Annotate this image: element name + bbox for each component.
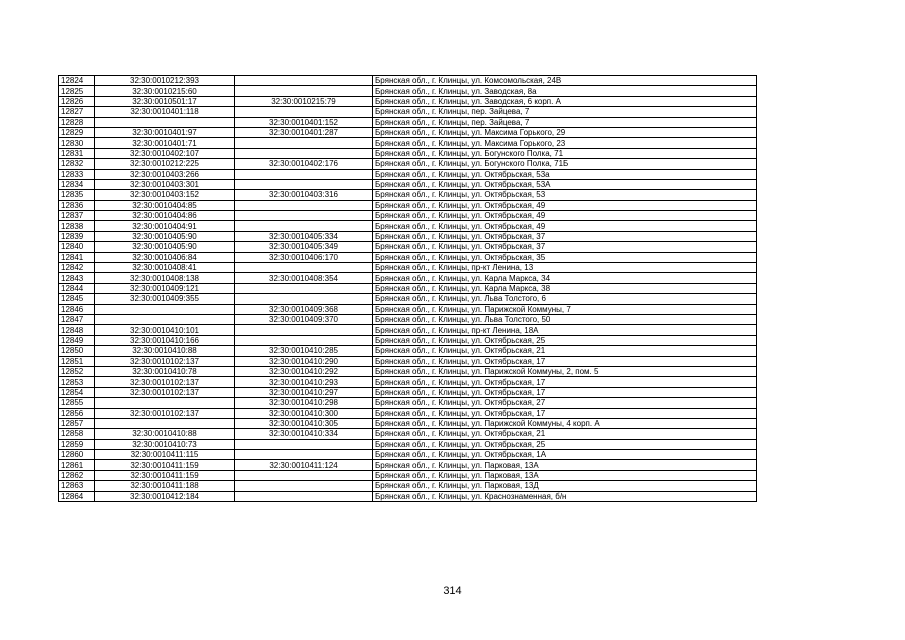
address-cell: Брянская обл., г. Клинцы, ул. Октябрьская, 53А	[373, 179, 757, 189]
table-row	[59, 377, 757, 387]
row-number-cell: 12830	[59, 138, 95, 148]
table-row	[59, 439, 757, 449]
address-cell: Брянская обл., г. Клинцы, ул. Октябрьская, 37	[373, 242, 757, 252]
address-cell: Брянская обл., г. Клинцы, ул. Октябрьская, 49	[373, 221, 757, 231]
table-row	[59, 481, 757, 491]
cadastral-number-cell: 32:30:0010403:301	[95, 179, 235, 189]
table-row	[59, 335, 757, 345]
document-page	[58, 75, 757, 502]
address-cell: Брянская обл., г. Клинцы, ул. Октябрьская, 21	[373, 429, 757, 439]
table-row	[59, 148, 757, 158]
table-row	[59, 221, 757, 231]
row-number-cell: 12857	[59, 418, 95, 428]
cadastral-number-cell: 32:30:0010410:101	[95, 325, 235, 335]
table-row	[59, 242, 757, 252]
row-number-cell: 12864	[59, 491, 95, 501]
cadastral-number-cell: 32:30:0010405:90	[95, 242, 235, 252]
row-number-cell: 12853	[59, 377, 95, 387]
row-number-cell: 12846	[59, 304, 95, 314]
row-number-cell: 12834	[59, 179, 95, 189]
address-cell: Брянская обл., г. Клинцы, ул. Льва Толстого, 50	[373, 314, 757, 324]
related-cadastral-number-cell: 32:30:0010410:290	[235, 356, 373, 366]
row-number-cell: 12836	[59, 200, 95, 210]
related-cadastral-number-cell	[235, 481, 373, 491]
table-row	[59, 231, 757, 241]
address-cell: Брянская обл., г. Клинцы, ул. Парковая, 13Д	[373, 481, 757, 491]
table-row	[59, 470, 757, 480]
row-number-cell: 12852	[59, 366, 95, 376]
row-number-cell: 12851	[59, 356, 95, 366]
table-row	[59, 159, 757, 169]
related-cadastral-number-cell	[235, 335, 373, 345]
register-table-body	[59, 76, 757, 502]
row-number-cell: 12827	[59, 107, 95, 117]
table-row	[59, 283, 757, 293]
related-cadastral-number-cell: 32:30:0010410:305	[235, 418, 373, 428]
related-cadastral-number-cell: 32:30:0010410:292	[235, 366, 373, 376]
row-number-cell: 12838	[59, 221, 95, 231]
related-cadastral-number-cell	[235, 325, 373, 335]
table-row	[59, 418, 757, 428]
table-row	[59, 76, 757, 86]
address-cell: Брянская обл., г. Клинцы, пр-кт Ленина, 18А	[373, 325, 757, 335]
cadastral-number-cell: 32:30:0010412:184	[95, 491, 235, 501]
cadastral-number-cell	[95, 418, 235, 428]
related-cadastral-number-cell	[235, 138, 373, 148]
row-number-cell: 12826	[59, 96, 95, 106]
address-cell: Брянская обл., г. Клинцы, ул. Богунского Полка, 71	[373, 148, 757, 158]
cadastral-number-cell: 32:30:0010410:73	[95, 439, 235, 449]
row-number-cell: 12856	[59, 408, 95, 418]
cadastral-number-cell: 32:30:0010404:86	[95, 211, 235, 221]
related-cadastral-number-cell: 32:30:0010410:298	[235, 398, 373, 408]
table-row	[59, 138, 757, 148]
row-number-cell: 12833	[59, 169, 95, 179]
address-cell: Брянская обл., г. Клинцы, ул. Октябрьская, 17	[373, 356, 757, 366]
table-row	[59, 491, 757, 501]
row-number-cell: 12841	[59, 252, 95, 262]
related-cadastral-number-cell	[235, 263, 373, 273]
row-number-cell: 12828	[59, 117, 95, 127]
table-row	[59, 96, 757, 106]
cadastral-number-cell: 32:30:0010410:88	[95, 429, 235, 439]
cadastral-number-cell: 32:30:0010411:159	[95, 460, 235, 470]
address-cell: Брянская обл., г. Клинцы, ул. Октябрьская, 25	[373, 439, 757, 449]
related-cadastral-number-cell	[235, 294, 373, 304]
row-number-cell: 12829	[59, 127, 95, 137]
cadastral-number-cell: 32:30:0010403:266	[95, 169, 235, 179]
cadastral-number-cell: 32:30:0010408:138	[95, 273, 235, 283]
cadastral-number-cell: 32:30:0010102:137	[95, 356, 235, 366]
cadastral-number-cell: 32:30:0010215:60	[95, 86, 235, 96]
table-row	[59, 325, 757, 335]
related-cadastral-number-cell	[235, 491, 373, 501]
related-cadastral-number-cell	[235, 107, 373, 117]
related-cadastral-number-cell: 32:30:0010405:349	[235, 242, 373, 252]
related-cadastral-number-cell	[235, 283, 373, 293]
address-cell: Брянская обл., г. Клинцы, ул. Октябрьская, 53	[373, 190, 757, 200]
address-cell: Брянская обл., г. Клинцы, ул. Октябрьская, 25	[373, 335, 757, 345]
related-cadastral-number-cell: 32:30:0010410:293	[235, 377, 373, 387]
address-cell: Брянская обл., г. Клинцы, ул. Октябрьская, 17	[373, 377, 757, 387]
related-cadastral-number-cell: 32:30:0010409:368	[235, 304, 373, 314]
cadastral-number-cell: 32:30:0010102:137	[95, 408, 235, 418]
table-row	[59, 86, 757, 96]
table-row	[59, 263, 757, 273]
table-row	[59, 252, 757, 262]
address-cell: Брянская обл., г. Клинцы, ул. Парижской Коммуны, 2, пом. 5	[373, 366, 757, 376]
address-cell: Брянская обл., г. Клинцы, ул. Карла Маркса, 38	[373, 283, 757, 293]
table-row	[59, 450, 757, 460]
cadastral-number-cell	[95, 398, 235, 408]
row-number-cell: 12840	[59, 242, 95, 252]
related-cadastral-number-cell	[235, 200, 373, 210]
cadastral-number-cell: 32:30:0010401:97	[95, 127, 235, 137]
cadastral-number-cell: 32:30:0010402:107	[95, 148, 235, 158]
address-cell: Брянская обл., г. Клинцы, ул. Богунского Полка, 71Б	[373, 159, 757, 169]
table-row	[59, 273, 757, 283]
row-number-cell: 12859	[59, 439, 95, 449]
table-row	[59, 460, 757, 470]
related-cadastral-number-cell: 32:30:0010408:354	[235, 273, 373, 283]
address-cell: Брянская обл., г. Клинцы, ул. Парковая, 13А	[373, 460, 757, 470]
related-cadastral-number-cell	[235, 470, 373, 480]
table-row	[59, 200, 757, 210]
row-number-cell: 12863	[59, 481, 95, 491]
address-cell: Брянская обл., г. Клинцы, пер. Зайцева, 7	[373, 107, 757, 117]
cadastral-number-cell: 32:30:0010411:115	[95, 450, 235, 460]
row-number-cell: 12860	[59, 450, 95, 460]
row-number-cell: 12861	[59, 460, 95, 470]
address-cell: Брянская обл., г. Клинцы, ул. Карла Маркса, 34	[373, 273, 757, 283]
related-cadastral-number-cell: 32:30:0010401:152	[235, 117, 373, 127]
table-row	[59, 211, 757, 221]
row-number-cell: 12862	[59, 470, 95, 480]
cadastral-number-cell: 32:30:0010411:188	[95, 481, 235, 491]
related-cadastral-number-cell: 32:30:0010410:300	[235, 408, 373, 418]
table-row	[59, 314, 757, 324]
cadastral-number-cell: 32:30:0010212:393	[95, 76, 235, 86]
related-cadastral-number-cell	[235, 211, 373, 221]
row-number-cell: 12839	[59, 231, 95, 241]
row-number-cell: 12831	[59, 148, 95, 158]
address-cell: Брянская обл., г. Клинцы, ул. Краснознаменная, б/н	[373, 491, 757, 501]
cadastral-number-cell: 32:30:0010409:121	[95, 283, 235, 293]
address-cell: Брянская обл., г. Клинцы, ул. Парижской Коммуны, 4 корп. А	[373, 418, 757, 428]
related-cadastral-number-cell: 32:30:0010410:285	[235, 346, 373, 356]
address-cell: Брянская обл., г. Клинцы, пер. Зайцева, 7	[373, 117, 757, 127]
related-cadastral-number-cell: 32:30:0010403:316	[235, 190, 373, 200]
row-number-cell: 12855	[59, 398, 95, 408]
address-cell: Брянская обл., г. Клинцы, ул. Льва Толстого, 6	[373, 294, 757, 304]
address-cell: Брянская обл., г. Клинцы, ул. Комсомольская, 24В	[373, 76, 757, 86]
table-row	[59, 190, 757, 200]
cadastral-number-cell: 32:30:0010410:88	[95, 346, 235, 356]
related-cadastral-number-cell: 32:30:0010402:176	[235, 159, 373, 169]
related-cadastral-number-cell	[235, 169, 373, 179]
row-number-cell: 12842	[59, 263, 95, 273]
related-cadastral-number-cell: 32:30:0010215:79	[235, 96, 373, 106]
cadastral-number-cell: 32:30:0010410:78	[95, 366, 235, 376]
table-row	[59, 107, 757, 117]
related-cadastral-number-cell	[235, 86, 373, 96]
cadastral-number-cell: 32:30:0010404:91	[95, 221, 235, 231]
property-register-table	[58, 75, 757, 502]
related-cadastral-number-cell: 32:30:0010410:297	[235, 387, 373, 397]
table-row	[59, 169, 757, 179]
related-cadastral-number-cell: 32:30:0010401:287	[235, 127, 373, 137]
cadastral-number-cell: 32:30:0010401:71	[95, 138, 235, 148]
row-number-cell: 12824	[59, 76, 95, 86]
cadastral-number-cell: 32:30:0010411:159	[95, 470, 235, 480]
address-cell: Брянская обл., г. Клинцы, ул. Максима Горького, 23	[373, 138, 757, 148]
table-row	[59, 117, 757, 127]
related-cadastral-number-cell: 32:30:0010410:334	[235, 429, 373, 439]
table-row	[59, 366, 757, 376]
related-cadastral-number-cell	[235, 179, 373, 189]
address-cell: Брянская обл., г. Клинцы, ул. Заводская, 8а	[373, 86, 757, 96]
table-row	[59, 127, 757, 137]
table-row	[59, 429, 757, 439]
cadastral-number-cell: 32:30:0010404:85	[95, 200, 235, 210]
related-cadastral-number-cell: 32:30:0010409:370	[235, 314, 373, 324]
cadastral-number-cell: 32:30:0010410:166	[95, 335, 235, 345]
table-row	[59, 294, 757, 304]
related-cadastral-number-cell: 32:30:0010406:170	[235, 252, 373, 262]
cadastral-number-cell: 32:30:0010212:225	[95, 159, 235, 169]
row-number-cell: 12825	[59, 86, 95, 96]
row-number-cell: 12843	[59, 273, 95, 283]
cadastral-number-cell: 32:30:0010102:137	[95, 377, 235, 387]
row-number-cell: 12845	[59, 294, 95, 304]
related-cadastral-number-cell	[235, 221, 373, 231]
address-cell: Брянская обл., г. Клинцы, пр-кт Ленина, 13	[373, 263, 757, 273]
cadastral-number-cell	[95, 314, 235, 324]
address-cell: Брянская обл., г. Клинцы, ул. Октябрьская, 49	[373, 200, 757, 210]
row-number-cell: 12844	[59, 283, 95, 293]
cadastral-number-cell: 32:30:0010501:17	[95, 96, 235, 106]
cadastral-number-cell: 32:30:0010409:355	[95, 294, 235, 304]
address-cell: Брянская обл., г. Клинцы, ул. Октябрьская, 17	[373, 408, 757, 418]
cadastral-number-cell: 32:30:0010405:90	[95, 231, 235, 241]
row-number-cell: 12847	[59, 314, 95, 324]
related-cadastral-number-cell: 32:30:0010405:334	[235, 231, 373, 241]
address-cell: Брянская обл., г. Клинцы, ул. Октябрьская, 53а	[373, 169, 757, 179]
address-cell: Брянская обл., г. Клинцы, ул. Октябрьская, 21	[373, 346, 757, 356]
row-number-cell: 12835	[59, 190, 95, 200]
address-cell: Брянская обл., г. Клинцы, ул. Максима Горького, 29	[373, 127, 757, 137]
cadastral-number-cell: 32:30:0010406:84	[95, 252, 235, 262]
related-cadastral-number-cell	[235, 76, 373, 86]
table-row	[59, 387, 757, 397]
cadastral-number-cell: 32:30:0010102:137	[95, 387, 235, 397]
address-cell: Брянская обл., г. Клинцы, ул. Октябрьская, 27	[373, 398, 757, 408]
related-cadastral-number-cell: 32:30:0010411:124	[235, 460, 373, 470]
table-row	[59, 304, 757, 314]
address-cell: Брянская обл., г. Клинцы, ул. Октябрьская, 37	[373, 231, 757, 241]
table-row	[59, 346, 757, 356]
related-cadastral-number-cell	[235, 439, 373, 449]
related-cadastral-number-cell	[235, 450, 373, 460]
row-number-cell: 12858	[59, 429, 95, 439]
address-cell: Брянская обл., г. Клинцы, ул. Октябрьская, 1А	[373, 450, 757, 460]
address-cell: Брянская обл., г. Клинцы, ул. Парковая, 13А	[373, 470, 757, 480]
table-row	[59, 179, 757, 189]
address-cell: Брянская обл., г. Клинцы, ул. Октябрьская, 49	[373, 211, 757, 221]
page-number: 314	[443, 585, 462, 597]
cadastral-number-cell: 32:30:0010401:118	[95, 107, 235, 117]
table-row	[59, 356, 757, 366]
table-row	[59, 398, 757, 408]
row-number-cell: 12849	[59, 335, 95, 345]
address-cell: Брянская обл., г. Клинцы, ул. Октябрьская, 17	[373, 387, 757, 397]
cadastral-number-cell: 32:30:0010408:41	[95, 263, 235, 273]
cadastral-number-cell	[95, 117, 235, 127]
address-cell: Брянская обл., г. Клинцы, ул. Октябрьская, 35	[373, 252, 757, 262]
row-number-cell: 12854	[59, 387, 95, 397]
related-cadastral-number-cell	[235, 148, 373, 158]
cadastral-number-cell: 32:30:0010403:152	[95, 190, 235, 200]
table-row	[59, 408, 757, 418]
address-cell: Брянская обл., г. Клинцы, ул. Парижской Коммуны, 7	[373, 304, 757, 314]
cadastral-number-cell	[95, 304, 235, 314]
row-number-cell: 12832	[59, 159, 95, 169]
address-cell: Брянская обл., г. Клинцы, ул. Заводская, 6 корп. А	[373, 96, 757, 106]
row-number-cell: 12848	[59, 325, 95, 335]
row-number-cell: 12837	[59, 211, 95, 221]
row-number-cell: 12850	[59, 346, 95, 356]
